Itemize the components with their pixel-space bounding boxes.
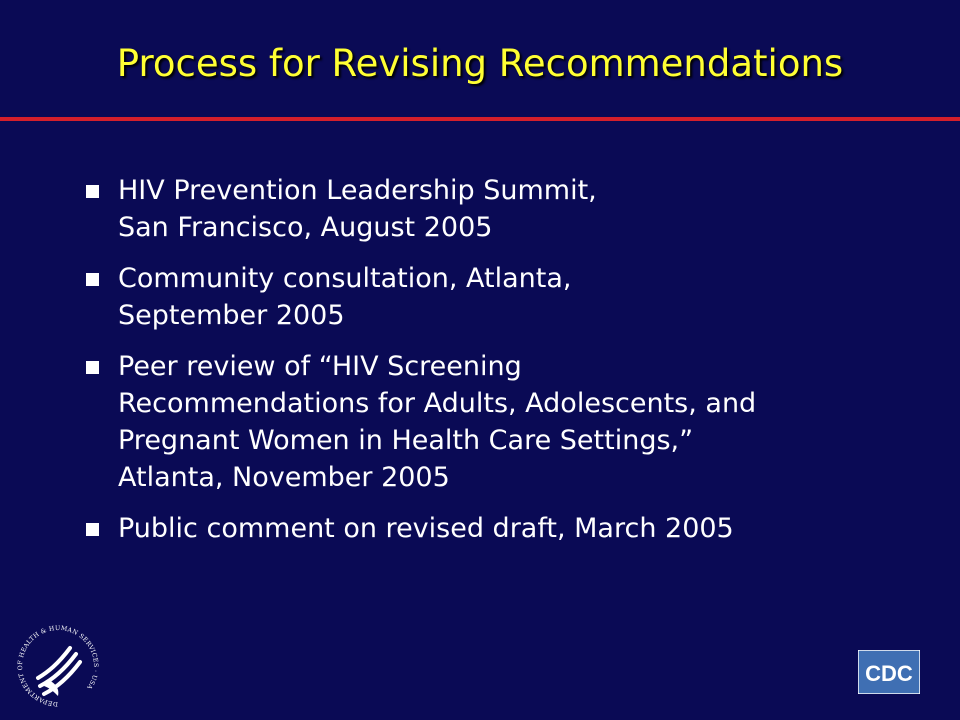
- square-bullet-icon: [86, 523, 99, 536]
- cdc-logo-icon: [858, 650, 920, 694]
- bullet-list: [84, 172, 904, 561]
- square-bullet-icon: [86, 361, 99, 374]
- bullet-item: [84, 172, 904, 246]
- bullet-text-line: Community consultation, Atlanta,: [118, 263, 572, 294]
- bullet-text-line: September 2005: [118, 300, 345, 331]
- bullet-text-line: Recommendations for Adults, Adolescents, and: [118, 388, 757, 419]
- bullet-text-line: Peer review of “HIV Screening: [118, 351, 522, 382]
- bullet-item: [84, 348, 904, 496]
- square-bullet-icon: [86, 273, 99, 286]
- bullet-text-line: HIV Prevention Leadership Summit,: [118, 175, 597, 206]
- bullet-item: [84, 260, 904, 334]
- bullet-item: [84, 510, 904, 547]
- bullet-text-line: San Francisco, August 2005: [118, 212, 493, 243]
- svg-text:DEPARTMENT OF HEALTH & HUMAN S: DEPARTMENT OF HEALTH & HUMAN SERVICES · USA: [16, 624, 100, 708]
- title-divider: [0, 117, 960, 121]
- bullet-text-line: Public comment on revised draft, March 2005: [118, 513, 734, 544]
- svg-text:CDC: CDC: [865, 661, 913, 686]
- bullet-text-line: Atlanta, November 2005: [118, 462, 450, 493]
- bullet-text-line: Pregnant Women in Health Care Settings,”: [118, 425, 694, 456]
- square-bullet-icon: [86, 185, 99, 198]
- hhs-eagle-seal-icon: [14, 622, 102, 710]
- slide-title: Process for Revising Recommendations: [116, 42, 844, 85]
